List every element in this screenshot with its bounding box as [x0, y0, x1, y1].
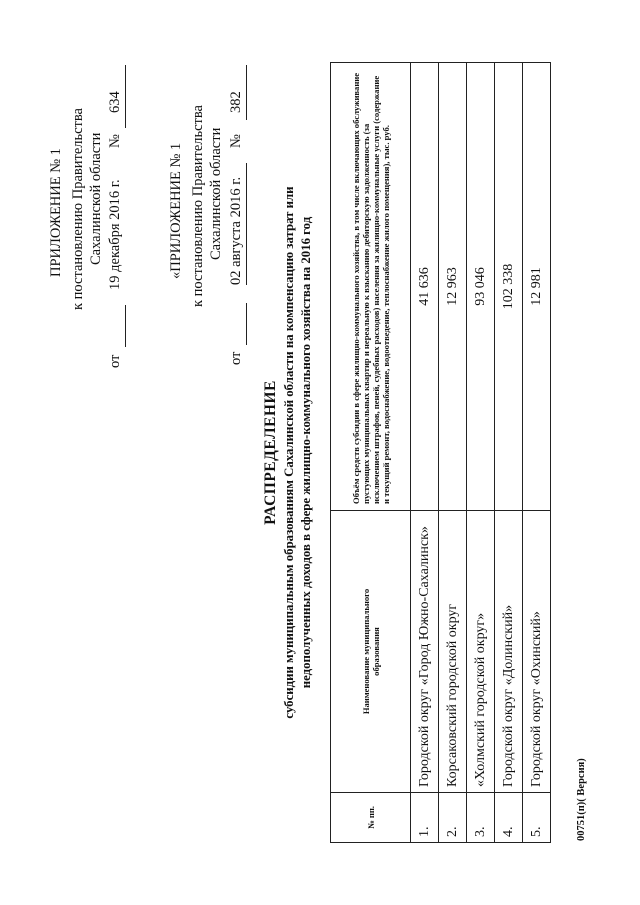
- appendix-new-rule-left: [125, 305, 126, 347]
- appendix-old-line1: к постановлению Правительства: [190, 105, 206, 307]
- row-subsidy-value: 102 338: [495, 63, 523, 511]
- header-name: [331, 511, 411, 793]
- row-subsidy-value: 12 963: [439, 63, 467, 511]
- appendix-old-rule-date: [246, 163, 247, 285]
- table-row: [439, 63, 467, 843]
- row-subsidy-value: 12 981: [523, 63, 551, 511]
- appendix-old-date: 02 августа 2016 г.: [228, 176, 244, 285]
- row-municipality: Корсаковский городской округ: [439, 511, 467, 793]
- appendix-new-line2: Сахалинской области: [88, 132, 104, 265]
- table-row: [411, 63, 439, 843]
- subtitle-line1: субсидии муниципальным образованиям Сахалинской области на компенсацию затрат или: [282, 186, 296, 719]
- appendix-old-line2: Сахалинской области: [208, 127, 224, 260]
- appendix-old-rule-right: [246, 65, 247, 120]
- table-body: [411, 63, 551, 843]
- row-number: 1.: [411, 793, 439, 843]
- subsidy-table: [330, 62, 551, 843]
- appendix-old-heading: «ПРИЛОЖЕНИЕ № 1: [168, 142, 184, 279]
- row-subsidy-value: 93 046: [467, 63, 495, 511]
- appendix-old-rule-left: [246, 303, 247, 345]
- appendix-new-date: 19 декабря 2016 г.: [107, 179, 123, 290]
- appendix-new-rule-right: [125, 65, 126, 128]
- appendix-new-num-label: №: [107, 134, 123, 148]
- row-number: 2.: [439, 793, 467, 843]
- table-row: [467, 63, 495, 843]
- appendix-old-number: 382: [228, 91, 244, 113]
- row-number: 3.: [467, 793, 495, 843]
- appendix-old-num-label: №: [228, 134, 244, 148]
- appendix-new-from-label: от: [107, 354, 123, 368]
- distribution-title: РАСПРЕДЕЛЕНИЕ: [262, 380, 279, 525]
- table-row: [523, 63, 551, 843]
- header-volume: Объём средств субсидии в сфере жилищно-коммунального хозяйства, в том числе включающих обслуживание пустующих муниципальных квартир и нереальную к взысканию дебиторскую задолженность (за исключением штрафов, пеней, судебных расходов) населения за жилищно-коммунальные услуги (содержание и текущий ремонт, водоснабжение, водоотведение, теплоснабжение жилого помещения), тыс. руб.: [331, 63, 411, 511]
- appendix-new-heading: ПРИЛОЖЕНИЕ № 1: [48, 148, 64, 277]
- appendix-new-number: 634: [107, 91, 123, 113]
- version-footer: 00751(п)( Версия): [576, 758, 587, 841]
- appendix-new-line1: к постановлению Правительства: [70, 108, 86, 310]
- row-municipality: Городской округ «Город Южно-Сахалинск»: [411, 511, 439, 793]
- appendix-old-from-label: от: [228, 351, 244, 365]
- row-number: 4.: [495, 793, 523, 843]
- header-name-text: Наименование муниципального образования: [360, 588, 381, 715]
- table-row: [495, 63, 523, 843]
- row-subsidy-value: 41 636: [411, 63, 439, 511]
- row-municipality: Городской округ «Охинский»: [523, 511, 551, 793]
- header-number: № пп.: [331, 793, 411, 843]
- row-municipality: «Холмский городской округ»: [467, 511, 495, 793]
- table-header-row: [331, 63, 411, 843]
- row-municipality: Городской округ «Долинский»: [495, 511, 523, 793]
- row-number: 5.: [523, 793, 551, 843]
- subtitle-line2: недополученных доходов в сфере жилищно-коммунального хозяйства на 2016 год: [299, 216, 313, 689]
